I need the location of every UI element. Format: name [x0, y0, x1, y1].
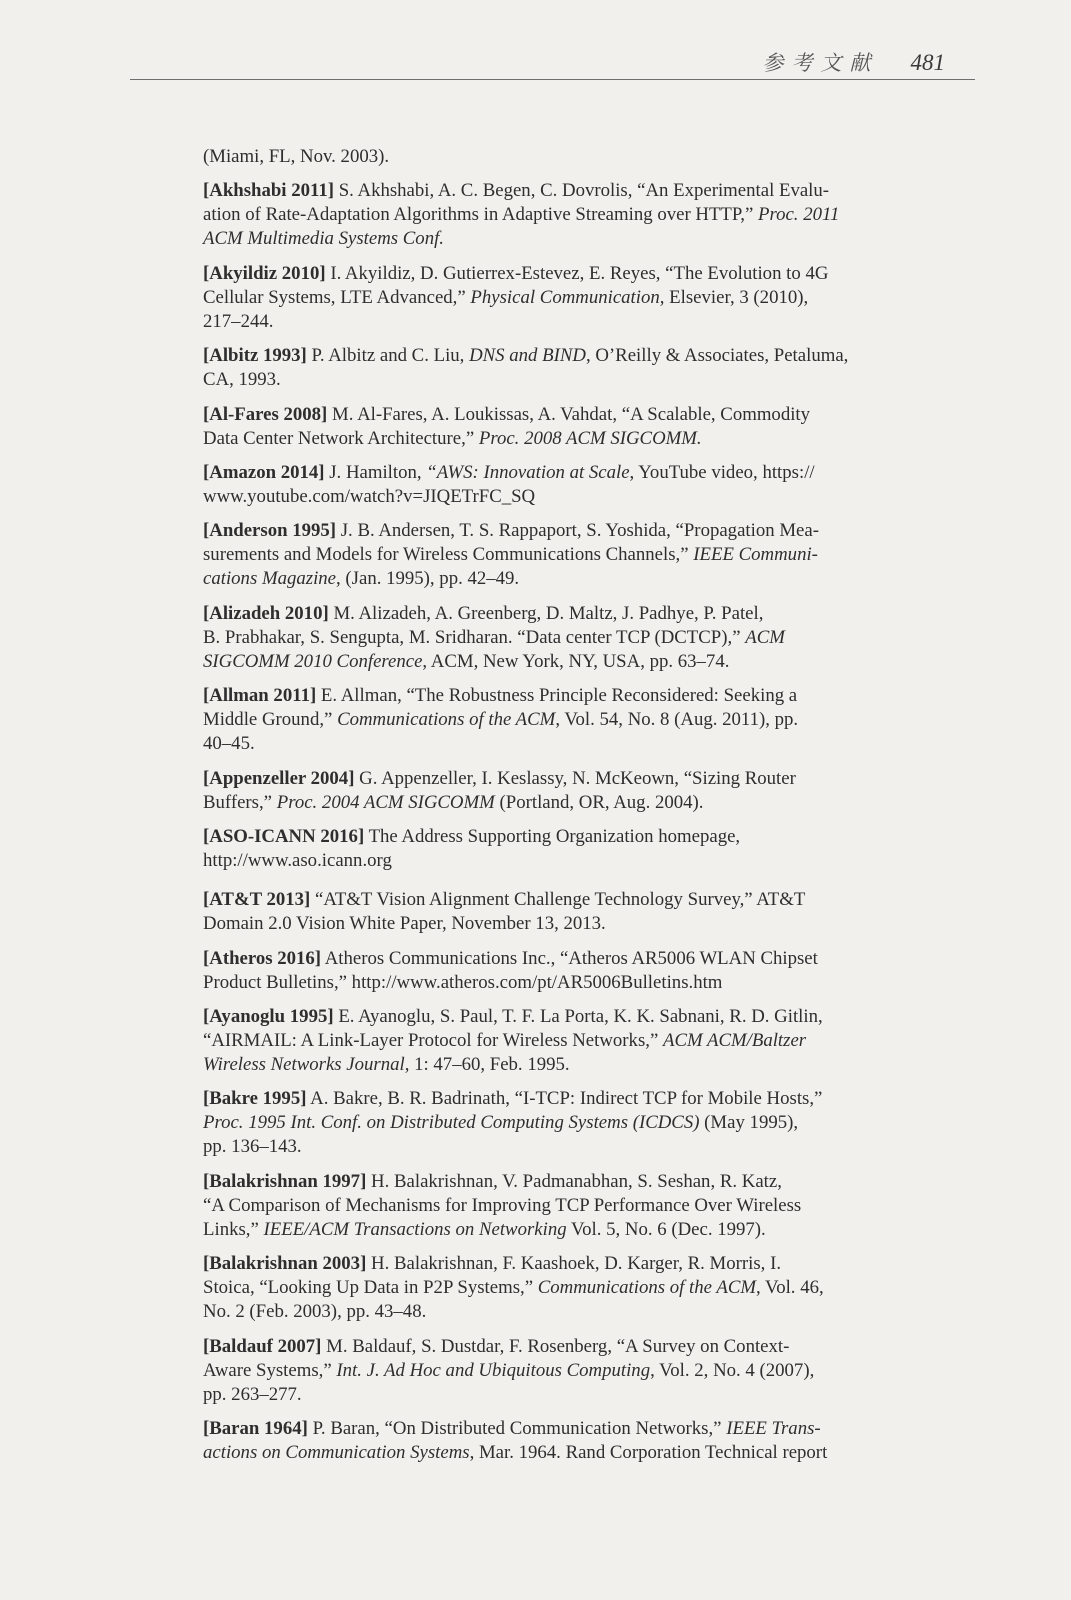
reference-text: , 1: 47–60, Feb. 1995. — [404, 1054, 570, 1076]
reference-text: M. Al-Fares, A. Loukissas, A. Vahdat, “A Scalable, Commodity — [332, 403, 811, 425]
reference-line — [203, 461, 903, 485]
reference-line — [203, 262, 903, 286]
reference-entry — [203, 1087, 903, 1159]
reference-text: P. Albitz and C. Liu, — [311, 345, 465, 367]
reference-line — [203, 1276, 903, 1300]
reference-text: M. Baldauf, S. Dustdar, F. Rosenberg, “A Survey on Context- — [326, 1335, 790, 1357]
reference-text: Buffers,” — [203, 791, 273, 813]
reference-text: S. Akhshabi, A. C. Begen, C. Dovrolis, “An Experimental Evalu- — [338, 180, 830, 202]
reference-line — [203, 767, 903, 791]
reference-line — [203, 427, 903, 451]
reference-line — [203, 227, 903, 251]
reference-line — [203, 888, 903, 912]
reference-entry — [203, 262, 903, 334]
reference-entry — [203, 145, 903, 169]
reference-line — [203, 310, 903, 334]
reference-text: , ACM, New York, NY, USA, pp. 63–74. — [422, 650, 730, 672]
reference-key: [Akhshabi 2011] — [203, 180, 334, 202]
reference-text: , Vol. 2, No. 4 (2007), — [650, 1359, 815, 1381]
reference-line — [203, 519, 903, 543]
reference-text: (Miami, FL, Nov. 2003). — [203, 146, 390, 167]
reference-key: [Anderson 1995] — [203, 520, 337, 542]
publication-title: Proc. 2004 ACM SIGCOMM — [276, 791, 495, 813]
reference-text: (May 1995), — [704, 1112, 799, 1134]
reference-line — [203, 626, 903, 650]
publication-title: IEEE Trans- — [726, 1418, 821, 1440]
reference-text: , Vol. 54, No. 8 (Aug. 2011), pp. — [555, 709, 799, 731]
reference-entry — [203, 519, 903, 591]
reference-text: Cellular Systems, LTE Advanced,” — [203, 286, 466, 308]
reference-text: H. Balakrishnan, F. Kaashoek, D. Karger, R. Morris, I. — [371, 1253, 782, 1275]
reference-line — [203, 825, 903, 849]
reference-entry — [203, 1335, 903, 1407]
reference-text: H. Balakrishnan, V. Padmanabhan, S. Seshan, R. Katz, — [371, 1170, 782, 1192]
reference-line — [203, 684, 903, 708]
reference-line — [203, 1218, 903, 1242]
publication-title: Physical Communication — [470, 286, 660, 308]
reference-entry — [203, 344, 903, 392]
reference-entry — [203, 888, 903, 936]
reference-line — [203, 1005, 903, 1029]
reference-line — [203, 1135, 903, 1159]
reference-text: , Mar. 1964. Rand Corporation Technical report — [469, 1442, 828, 1464]
reference-text: 40–45. — [203, 733, 255, 755]
reference-line — [203, 368, 903, 392]
publication-title: actions on Communication Systems — [203, 1442, 470, 1464]
reference-line — [203, 849, 903, 873]
reference-line — [203, 543, 903, 567]
reference-text: No. 2 (Feb. 2003), pp. 43–48. — [203, 1301, 427, 1323]
reference-entry — [203, 602, 903, 674]
reference-text: , O’Reilly & Associates, Petaluma, — [585, 345, 849, 367]
reference-text: A. Bakre, B. R. Badrinath, “I-TCP: Indirect TCP for Mobile Hosts,” — [310, 1088, 823, 1110]
reference-key: [ASO-ICANN 2016] — [203, 825, 365, 847]
reference-line — [203, 1417, 903, 1441]
publication-title: ACM — [745, 626, 785, 648]
reference-line — [203, 403, 903, 427]
reference-key: [Alizadeh 2010] — [203, 602, 329, 624]
publication-title: Int. J. Ad Hoc and Ubiquitous Computing — [336, 1359, 651, 1381]
publication-title: “AWS: Innovation at Scale — [426, 461, 630, 483]
reference-key: [AT&T 2013] — [203, 889, 311, 911]
reference-line — [203, 971, 903, 995]
reference-line — [203, 1087, 903, 1111]
reference-url: http://www.aso.icann.org — [203, 849, 392, 871]
publication-title: ACM Multimedia Systems Conf. — [203, 228, 445, 250]
reference-entry — [203, 1005, 903, 1077]
reference-text: Domain 2.0 Vision White Paper, November 13, 2013. — [203, 913, 606, 935]
reference-line — [203, 791, 903, 815]
reference-line — [203, 1194, 903, 1218]
reference-text: Data Center Network Architecture,” — [203, 427, 475, 449]
reference-line — [203, 1053, 903, 1077]
reference-text: pp. 263–277. — [203, 1383, 302, 1405]
reference-text: Product Bulletins,” http://www.atheros.com/pt/AR5006Bulletins.htm — [203, 971, 723, 993]
reference-line — [203, 1170, 903, 1194]
reference-key: [Amazon 2014] — [203, 461, 325, 483]
publication-title: Communications of the ACM — [537, 1277, 756, 1299]
publication-title: Proc. 2011 — [758, 204, 840, 226]
reference-line — [203, 286, 903, 310]
reference-text: J. Hamilton, — [329, 461, 422, 483]
reference-text: ation of Rate-Adaptation Algorithms in Adaptive Streaming over HTTP,” — [203, 204, 754, 226]
publication-title: IEEE/ACM Transactions on Networking — [263, 1218, 567, 1240]
reference-key: [Baldauf 2007] — [203, 1335, 322, 1357]
reference-key: [Ayanoglu 1995] — [203, 1006, 334, 1028]
reference-key: [Balakrishnan 1997] — [203, 1170, 367, 1192]
publication-title: Proc. 1995 Int. Conf. on Distributed Computing Systems (ICDCS) — [203, 1112, 700, 1134]
reference-text: “AT&T Vision Alignment Challenge Technology Survey,” AT&T — [315, 889, 806, 911]
reference-list — [203, 145, 903, 1475]
reference-text: E. Allman, “The Robustness Principle Reconsidered: Seeking a — [320, 685, 798, 707]
reference-text: E. Ayanoglu, S. Paul, T. F. La Porta, K. K. Sabnani, R. D. Gitlin, — [338, 1006, 823, 1028]
page-number: 481 — [910, 50, 945, 75]
reference-line — [203, 708, 903, 732]
reference-line — [203, 1252, 903, 1276]
reference-entry — [203, 1417, 903, 1465]
reference-line — [203, 344, 903, 368]
reference-line — [203, 1383, 903, 1407]
reference-text: J. B. Andersen, T. S. Rappaport, S. Yoshida, “Propagation Mea- — [340, 520, 819, 542]
reference-key: [Baran 1964] — [203, 1418, 308, 1440]
reference-entry — [203, 767, 903, 815]
reference-entry — [203, 684, 903, 756]
reference-text: I. Akyildiz, D. Gutierrex-Estevez, E. Reyes, “The Evolution to 4G — [330, 262, 829, 284]
reference-text: , YouTube video, https:// — [629, 461, 815, 483]
publication-title: Wireless Networks Journal — [203, 1054, 405, 1076]
publication-title: DNS and BIND — [469, 345, 586, 367]
publication-title: SIGCOMM 2010 Conference — [203, 650, 423, 672]
reference-text: Stoica, “Looking Up Data in P2P Systems,” — [203, 1277, 534, 1299]
reference-text: M. Alizadeh, A. Greenberg, D. Maltz, J. Padhye, P. Patel, — [333, 602, 764, 624]
reference-text: pp. 136–143. — [203, 1136, 302, 1158]
reference-text: surements and Models for Wireless Communications Channels,” — [203, 544, 689, 566]
reference-text: Vol. 5, No. 6 (Dec. 1997). — [570, 1218, 766, 1240]
reference-line — [203, 1441, 903, 1465]
reference-text: “AIRMAIL: A Link-Layer Protocol for Wireless Networks,” — [203, 1030, 659, 1052]
reference-line — [203, 567, 903, 591]
reference-entry — [203, 403, 903, 451]
reference-key: [Akyildiz 2010] — [203, 262, 326, 284]
publication-title: IEEE Communi- — [693, 544, 818, 566]
reference-url: www.youtube.com/watch?v=JIQETrFC_SQ — [203, 485, 536, 507]
reference-text: (Portland, OR, Aug. 2004). — [499, 791, 704, 813]
reference-line — [203, 1029, 903, 1053]
reference-line — [203, 732, 903, 756]
reference-text: “A Comparison of Mechanisms for Improving TCP Performance Over Wireless — [203, 1194, 802, 1216]
reference-text: G. Appenzeller, I. Keslassy, N. McKeown, “Sizing Router — [359, 767, 796, 789]
reference-key: [Allman 2011] — [203, 685, 317, 707]
reference-line — [203, 650, 903, 674]
reference-text: Links,” — [203, 1218, 259, 1240]
reference-line — [203, 1335, 903, 1359]
reference-key: [Bakre 1995] — [203, 1088, 307, 1110]
reference-text: B. Prabhakar, S. Sengupta, M. Sridharan. “Data center TCP (DCTCP),” — [203, 626, 741, 648]
reference-text: The Address Supporting Organization homepage, — [368, 825, 741, 847]
reference-text: Aware Systems,” — [203, 1359, 332, 1381]
reference-key: [Balakrishnan 2003] — [203, 1253, 367, 1275]
reference-entry — [203, 179, 903, 251]
publication-title: cations Magazine — [203, 568, 337, 590]
reference-text: Atheros Communications Inc., “Atheros AR5006 WLAN Chipset — [324, 947, 818, 969]
reference-key: [Appenzeller 2004] — [203, 767, 355, 789]
reference-text: CA, 1993. — [203, 369, 281, 391]
reference-line — [203, 602, 903, 626]
reference-key: [Al-Fares 2008] — [203, 403, 328, 425]
reference-key: [Albitz 1993] — [203, 345, 307, 367]
reference-text: , Elsevier, 3 (2010), — [659, 286, 809, 308]
reference-text: P. Baran, “On Distributed Communication Networks,” — [312, 1418, 722, 1440]
reference-text: 217–244. — [203, 310, 274, 332]
reference-line — [203, 912, 903, 936]
reference-line — [203, 1300, 903, 1324]
reference-entry — [203, 461, 903, 509]
reference-text: Middle Ground,” — [203, 709, 333, 731]
header-rule — [130, 79, 975, 80]
reference-text: , (Jan. 1995), pp. 42–49. — [336, 568, 520, 590]
reference-entry — [203, 1252, 903, 1324]
publication-title: Proc. 2008 ACM SIGCOMM. — [478, 427, 702, 449]
reference-line — [203, 203, 903, 227]
reference-line — [203, 485, 903, 509]
section-title: 参考文献 — [762, 51, 879, 75]
reference-key: [Atheros 2016] — [203, 947, 322, 969]
reference-entry — [203, 947, 903, 995]
reference-entry — [203, 1170, 903, 1242]
reference-line — [203, 947, 903, 971]
reference-line — [203, 1111, 903, 1135]
reference-line — [203, 145, 903, 169]
running-header — [763, 49, 946, 77]
reference-line — [203, 1359, 903, 1383]
reference-text: , Vol. 46, — [756, 1277, 824, 1299]
reference-entry — [203, 825, 903, 873]
publication-title: ACM ACM/Baltzer — [662, 1030, 807, 1052]
reference-line — [203, 179, 903, 203]
publication-title: Communications of the ACM — [337, 709, 556, 731]
